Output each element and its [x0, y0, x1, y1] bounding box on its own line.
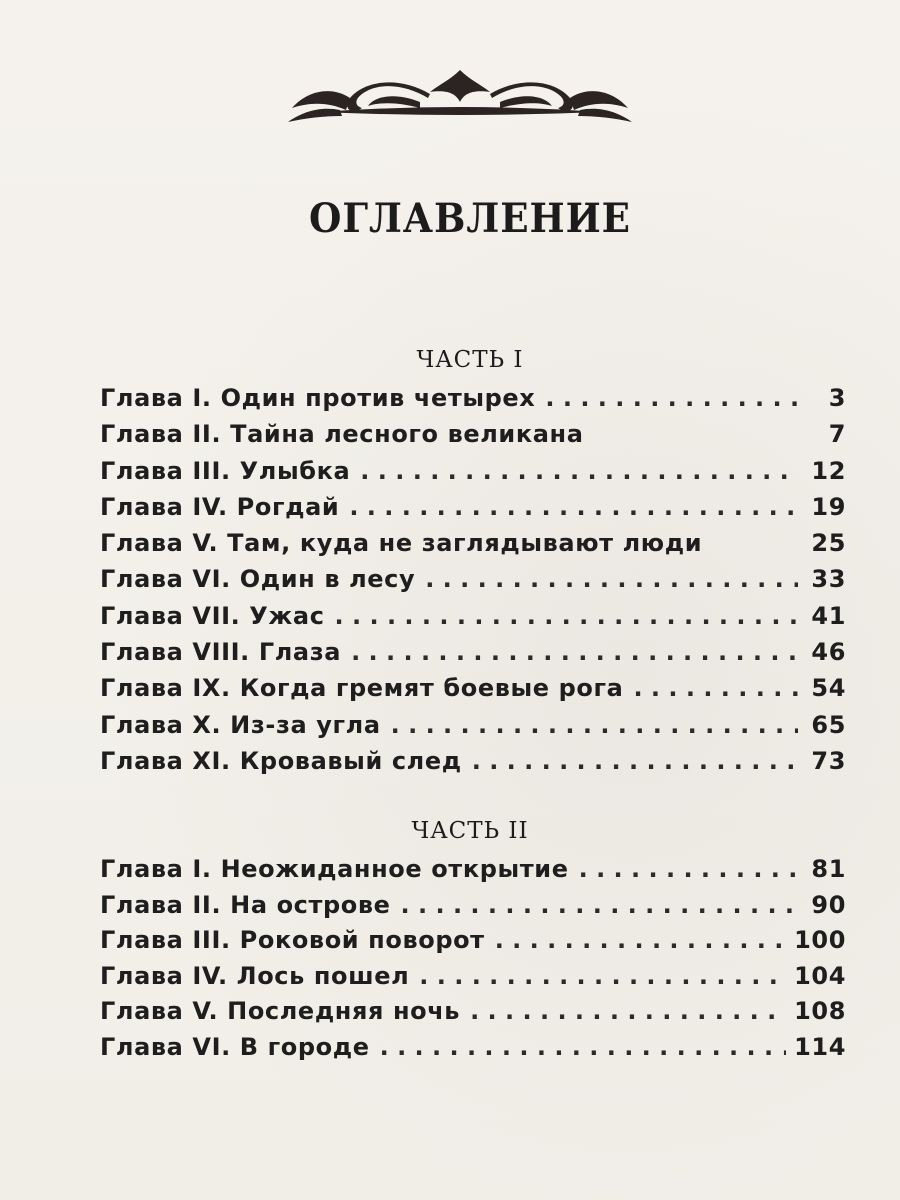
dot-leader — [401, 891, 798, 919]
page-number: 3 — [828, 384, 846, 412]
chapter-title: Глава II. На острове — [100, 890, 391, 919]
toc-entry — [100, 529, 846, 565]
page-title: ОГЛАВЛЕНИЕ — [309, 195, 631, 242]
chapter-title: Глава III. Роковой поворот — [100, 926, 485, 955]
chapter-title: Глава VI. Один в лесу — [100, 565, 416, 594]
dot-leader — [351, 638, 798, 666]
chapter-title: Глава II. Тайна лесного великана — [100, 420, 584, 449]
toc-entry — [100, 997, 846, 1033]
chapter-title: Глава V. Последняя ночь — [100, 997, 461, 1026]
part-heading: ЧАСТЬ II — [411, 818, 529, 844]
dot-leader — [545, 384, 798, 412]
chapter-title: Глава V. Там, куда не заглядывают люди — [100, 529, 703, 558]
page-number: 104 — [794, 961, 846, 990]
chapter-title: Глава VI. В городе — [100, 1032, 370, 1061]
chapter-title: Глава X. Из-за угла — [100, 710, 381, 739]
chapter-title: Глава I. Неожиданное открытие — [100, 855, 569, 883]
toc-entry — [100, 638, 846, 674]
dot-leader — [335, 602, 798, 630]
toc-entry — [100, 384, 846, 420]
toc-entry — [100, 493, 846, 529]
page-number: 90 — [811, 890, 846, 919]
page-number: 81 — [811, 855, 846, 883]
toc-entry — [100, 1033, 846, 1069]
toc-entry — [100, 891, 846, 927]
page-number: 25 — [811, 529, 846, 558]
page-number: 73 — [811, 746, 846, 775]
page-number: 108 — [794, 997, 846, 1026]
dot-leader — [470, 997, 786, 1025]
dot-leader — [349, 493, 798, 521]
chapter-title: Глава IX. Когда гремят боевые рога — [100, 674, 624, 703]
dot-leader — [391, 711, 798, 739]
page-number: 46 — [811, 638, 846, 667]
toc-entry — [100, 926, 846, 962]
chapter-title: Глава IV. Рогдай — [100, 492, 340, 521]
page-number: 19 — [811, 492, 846, 521]
chapter-title: Глава XI. Кровавый след — [100, 746, 462, 775]
dot-leader — [495, 926, 786, 954]
page-number: 33 — [811, 565, 846, 594]
toc-entry — [100, 674, 846, 710]
chapter-title: Глава III. Улыбка — [100, 456, 351, 485]
page-number: 7 — [828, 420, 846, 449]
chapter-title: Глава IV. Лось пошел — [100, 961, 410, 990]
dot-leader — [419, 962, 786, 990]
toc-entry — [100, 711, 846, 747]
toc-entry — [100, 457, 846, 493]
dot-leader — [380, 1033, 787, 1061]
dot-leader — [472, 747, 798, 775]
toc-part-2-list — [100, 855, 846, 1069]
chapter-title: Глава VII. Ужас — [100, 601, 325, 630]
toc-entry — [100, 747, 846, 783]
toc-entry — [100, 602, 846, 638]
dot-leader — [360, 457, 798, 485]
page-number: 41 — [811, 601, 846, 630]
page-number: 100 — [794, 926, 846, 955]
page-number: 114 — [794, 1032, 846, 1061]
dot-leader — [425, 565, 798, 593]
toc-part-1-list — [100, 384, 846, 783]
page-number: 54 — [811, 674, 846, 703]
chapter-title: Глава I. Один против четырех — [100, 384, 536, 412]
toc-entry — [100, 855, 846, 891]
page-number: 65 — [811, 710, 846, 739]
floral-divider-icon — [280, 62, 640, 124]
dot-leader — [633, 674, 798, 702]
part-heading: ЧАСТЬ I — [416, 347, 524, 373]
toc-entry — [100, 565, 846, 601]
toc-entry — [100, 962, 846, 998]
dot-leader — [579, 855, 798, 883]
chapter-title: Глава VIII. Глаза — [100, 638, 342, 667]
page-number: 12 — [811, 456, 846, 485]
toc-entry — [100, 420, 846, 456]
